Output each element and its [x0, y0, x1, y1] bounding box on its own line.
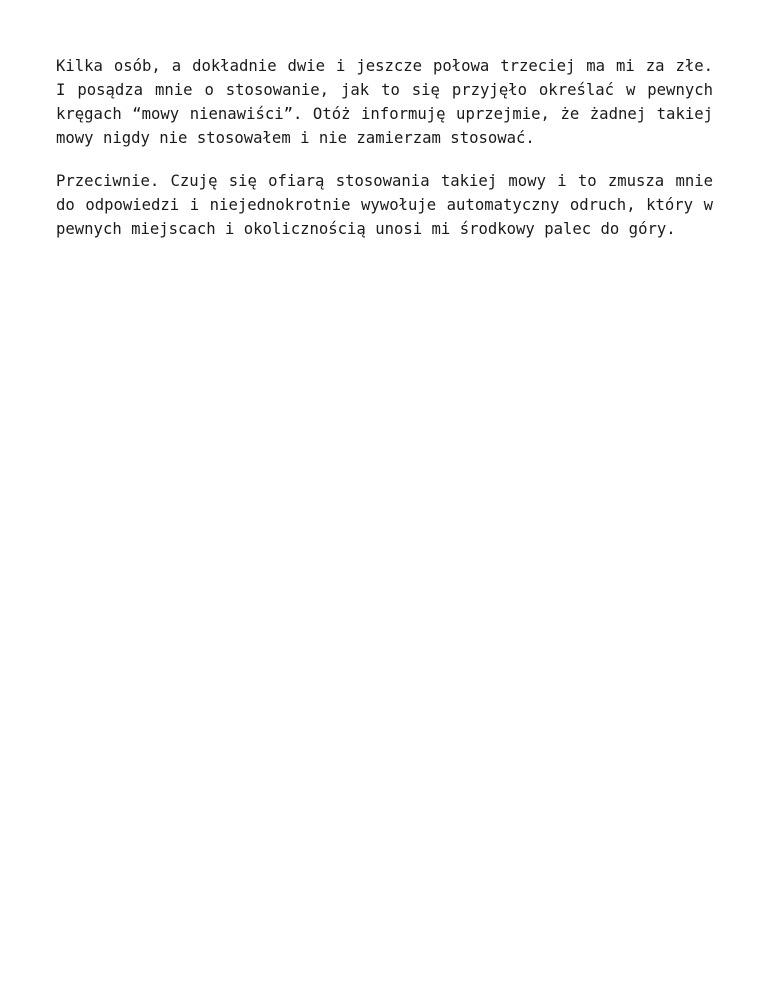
document-page	[56, 54, 713, 260]
paragraph-1: Kilka osób, a dokładnie dwie i jeszcze połowa trzeciej ma mi za złe. I posądza mnie o stosowanie, jak to się przyjęło określać w pewnych kręgach “mowy nienawiści”. Otóż informuję uprzejmie, że żadnej takiej mowy nigdy nie stosowałem i nie zamierzam stosować.	[56, 57, 713, 147]
paragraph-2: Przeciwnie. Czuję się ofiarą stosowania takiej mowy i to zmusza mnie do odpowiedzi i niejednokrotnie wywołuje automatyczny odruch, który w pewnych miejscach i okolicznością unosi mi środkowy palec do góry.	[56, 172, 713, 238]
